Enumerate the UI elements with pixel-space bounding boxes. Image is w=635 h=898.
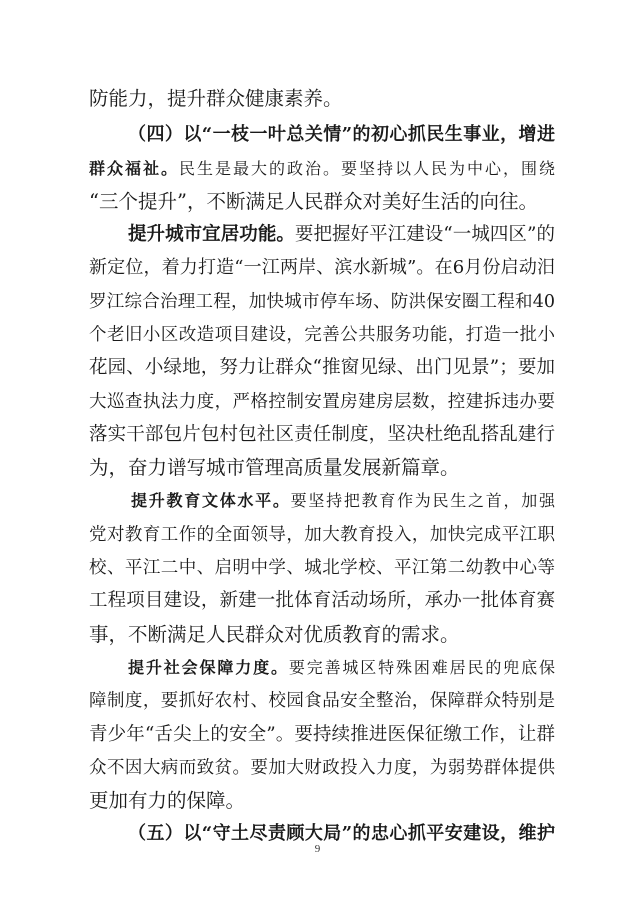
text-segment: 要把握好平江建设“一城四区”的: [294, 224, 555, 245]
text-line: [89, 453, 555, 483]
text-segment: 党对教育工作的全面领导，加大教育投入，加快完成平江职: [89, 525, 555, 545]
text-segment: 要完善城区特殊困难居民的兜底保: [288, 658, 555, 677]
text-line: [89, 586, 555, 616]
text-segment: “三个提升”，不断满足人民群众对美好生活的向往。: [89, 190, 538, 213]
text-segment: 个老旧小区改造项目建设，完善公共服务功能，打造一批小: [89, 325, 555, 345]
section-heading-4: [128, 120, 555, 150]
text-line: [89, 520, 555, 550]
text-line: [89, 620, 555, 650]
text-line: [89, 720, 555, 750]
text-line: [89, 686, 555, 716]
text-line: [89, 320, 555, 350]
text-line: [89, 387, 555, 417]
text-segment: 民生是最大的政治。要坚持以人民为中心，围绕: [179, 159, 555, 178]
text-segment: 要坚持把教育作为民生之首，加强: [290, 491, 555, 510]
text-segment: （四）以“一枝一叶总关情”的初心抓民生事业，增进: [128, 124, 555, 145]
text-line: [89, 154, 555, 184]
text-segment: 大巡查执法力度，严格控制安置房建房层数，控建拆违办要: [89, 392, 555, 412]
text-segment: 更加有力的保障。: [89, 789, 246, 812]
text-segment: 罗江综合治理工程，加快城市停车场、防洪保安圈工程和40: [89, 292, 555, 312]
paragraph-start: [128, 220, 555, 250]
page-number: 9: [314, 843, 321, 855]
text-segment: 新定位，着力打造“一江两岸、滨水新城”。在6月份启动汨: [89, 257, 555, 278]
text-segment: 校、平江二中、启明中学、城北学校、平江第二幼教中心等: [89, 558, 555, 578]
paragraph-title: 提升社会保障力度。: [128, 658, 289, 677]
text-segment: 花园、小绿地，努力让群众“推窗见绿、出门见景”；要加: [89, 357, 555, 378]
text-segment: （五）以“守土尽责顾大局”的忠心抓平安建设，维护: [128, 823, 555, 844]
text-line: [89, 753, 555, 783]
text-line: [89, 786, 555, 816]
paragraph-start: [131, 486, 555, 516]
text-line: [89, 420, 555, 450]
text-line: [89, 287, 555, 317]
heading-continuation: 群众福祉。: [89, 159, 179, 178]
text-line: [89, 353, 555, 383]
text-segment: 工程项目建设，新建一批体育活动场所，承办一批体育赛: [89, 590, 555, 611]
text-line: [89, 187, 555, 217]
text-segment: 障制度，要抓好农村、校园食品安全整治，保障群众特别是: [89, 691, 555, 711]
paragraph-start: [128, 653, 555, 683]
text-line: [89, 84, 555, 114]
text-segment: 青少年“舌尖上的安全”。要持续推进医保征缴工作，让群: [89, 724, 555, 745]
text-segment: 众不因大病而致贫。要加大财政投入力度，为弱势群体提供: [89, 758, 555, 778]
paragraph-title: 提升城市宜居功能。: [128, 224, 295, 245]
text-line: [89, 253, 555, 283]
text-line: [89, 553, 555, 583]
paragraph-title: 提升教育文体水平。: [131, 491, 291, 510]
text-segment: 落实干部包片包村包社区责任制度，坚决杜绝乱搭乱建行: [89, 424, 555, 445]
text-segment: 防能力，提升群众健康素养。: [89, 87, 343, 110]
text-segment: 为，奋力谱写城市管理高质量发展新篇章。: [89, 456, 460, 479]
text-segment: 事，不断满足人民群众对优质教育的需求。: [89, 623, 460, 646]
